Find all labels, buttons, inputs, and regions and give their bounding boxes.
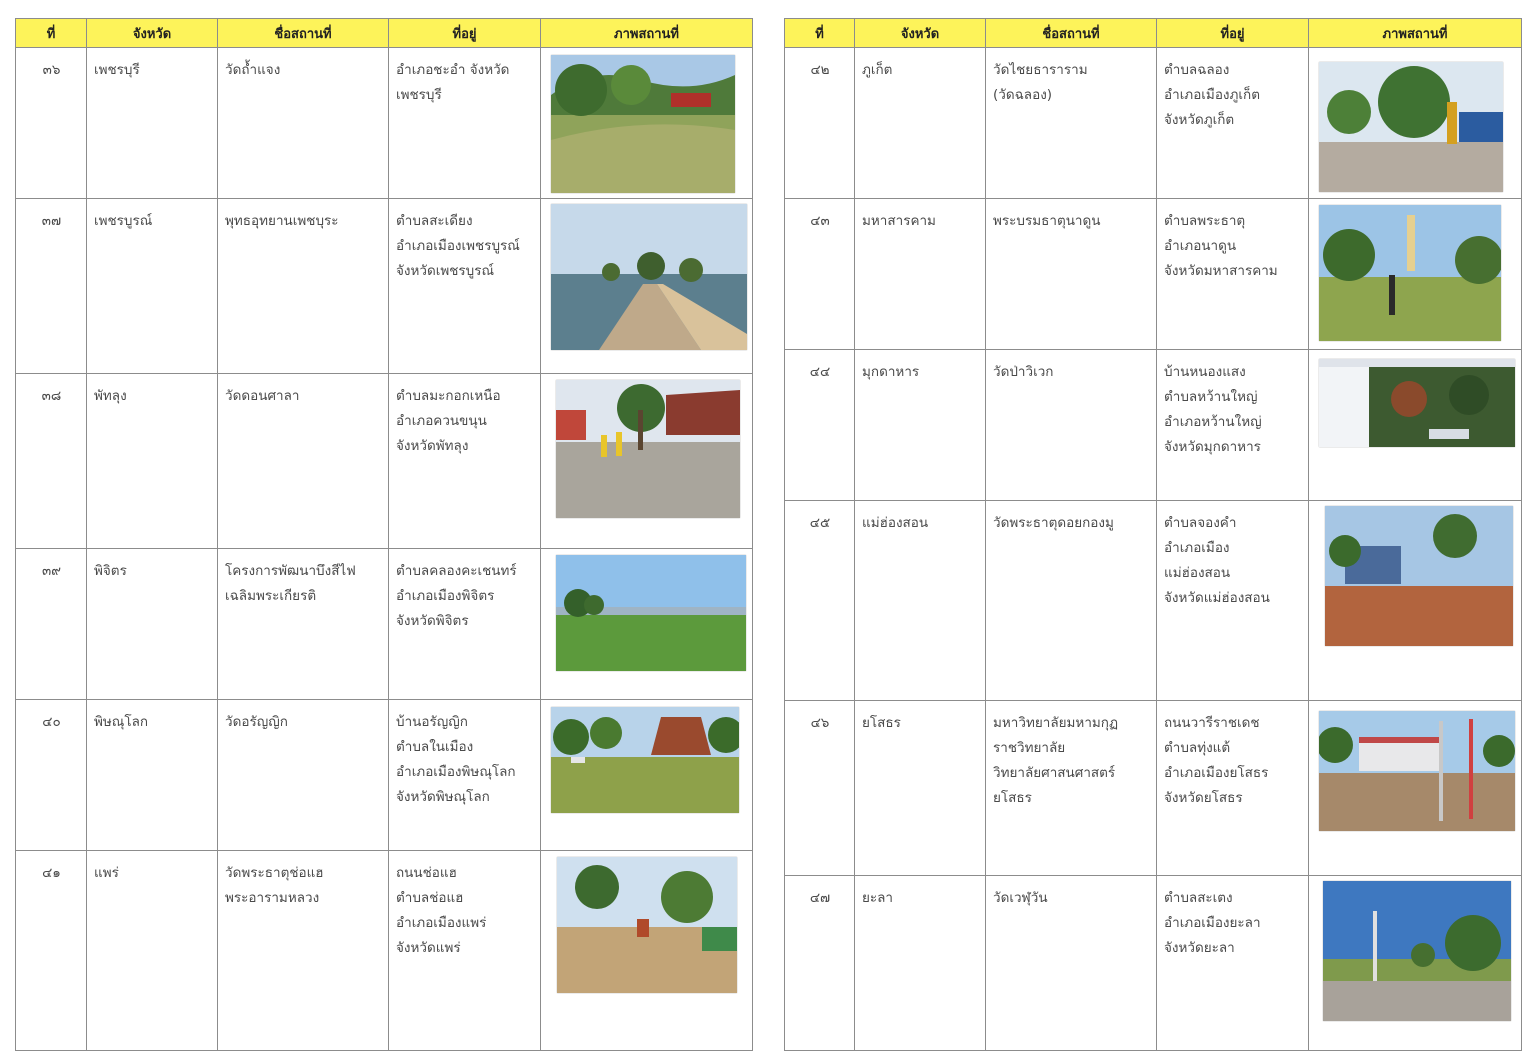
- row-place-name: วัดเวฬุวัน: [986, 876, 1157, 1051]
- row-province: แม่ฮ่องสอน: [855, 501, 986, 701]
- row-photo-cell: [541, 199, 753, 374]
- site-photo: [551, 204, 747, 350]
- row-number: ๓๖: [16, 48, 87, 199]
- row-number: ๔๑: [16, 851, 87, 1051]
- row-number: ๔๒: [785, 48, 855, 199]
- row-place-name: โครงการพัฒนาบึงสีไฟ เฉลิมพระเกียรติ: [218, 549, 389, 700]
- table-row: [785, 876, 1522, 1051]
- row-place-name: พระบรมธาตุนาดูน: [986, 199, 1157, 350]
- header-photo: ภาพสถานที่: [1309, 19, 1522, 48]
- header-row: [16, 19, 753, 48]
- row-place-name: วัดพระธาตุดอยกองมู: [986, 501, 1157, 701]
- table-row: [16, 374, 753, 549]
- row-photo-cell: [541, 851, 753, 1051]
- row-photo-cell: [541, 700, 753, 851]
- row-photo-cell: [541, 374, 753, 549]
- row-province: ภูเก็ต: [855, 48, 986, 199]
- site-photo: [1319, 711, 1515, 831]
- site-photo: [1325, 506, 1513, 646]
- row-province: เพชรบุรี: [87, 48, 218, 199]
- header-address: ที่อยู่: [389, 19, 541, 48]
- site-photo: [551, 55, 735, 193]
- site-photo: [1319, 359, 1515, 447]
- row-number: ๓๙: [16, 549, 87, 700]
- row-number: ๔๖: [785, 701, 855, 876]
- row-address: ตำบลฉลอง อำเภอเมืองภูเก็ต จังหวัดภูเก็ต: [1157, 48, 1309, 199]
- header-place-name: ชื่อสถานที่: [986, 19, 1157, 48]
- header-address: ที่อยู่: [1157, 19, 1309, 48]
- table-row: [785, 48, 1522, 199]
- row-province: เพชรบูรณ์: [87, 199, 218, 374]
- site-photo: [551, 707, 739, 813]
- row-province: พัทลุง: [87, 374, 218, 549]
- row-number: ๔๗: [785, 876, 855, 1051]
- row-address: ตำบลมะกอกเหนือ อำเภอควนขนุน จังหวัดพัทลุง: [389, 374, 541, 549]
- row-photo-cell: [541, 549, 753, 700]
- row-place-name: มหาวิทยาลัยมหามกุฏ ราชวิทยาลัย วิทยาลัยศาสนศาสตร์ ยโสธร: [986, 701, 1157, 876]
- site-photo: [556, 555, 746, 671]
- site-photo: [557, 857, 737, 993]
- row-address: ตำบลพระธาตุ อำเภอนาดูน จังหวัดมหาสารคาม: [1157, 199, 1309, 350]
- row-number: ๓๘: [16, 374, 87, 549]
- row-photo-cell: [1309, 48, 1522, 199]
- header-place-name: ชื่อสถานที่: [218, 19, 389, 48]
- row-number: ๔๕: [785, 501, 855, 701]
- table-row: [785, 501, 1522, 701]
- row-place-name: วัดไชยธาราราม (วัดฉลอง): [986, 48, 1157, 199]
- table-row: [785, 199, 1522, 350]
- row-photo-cell: [1309, 199, 1522, 350]
- row-number: ๔๓: [785, 199, 855, 350]
- row-photo-cell: [1309, 501, 1522, 701]
- site-photo: [1319, 205, 1501, 341]
- table-row: [16, 48, 753, 199]
- row-province: ยะลา: [855, 876, 986, 1051]
- row-province: ยโสธร: [855, 701, 986, 876]
- row-address: บ้านหนองแสง ตำบลหว้านใหญ่ อำเภอหว้านใหญ่ จังหวัดมุกดาหาร: [1157, 350, 1309, 501]
- row-photo-cell: [1309, 350, 1522, 501]
- header-photo: ภาพสถานที่: [541, 19, 753, 48]
- site-photo: [556, 380, 740, 518]
- left-site-table: [15, 18, 753, 1051]
- row-place-name: วัดพระธาตุช่อแฮ พระอารามหลวง: [218, 851, 389, 1051]
- header-no: ที่: [785, 19, 855, 48]
- row-address: บ้านอรัญญิก ตำบลในเมือง อำเภอเมืองพิษณุโลก จังหวัดพิษณุโลก: [389, 700, 541, 851]
- row-photo-cell: [1309, 701, 1522, 876]
- row-province: มหาสารคาม: [855, 199, 986, 350]
- row-address: ถนนช่อแฮ ตำบลช่อแฮ อำเภอเมืองแพร่ จังหวัดแพร่: [389, 851, 541, 1051]
- table-row: [16, 549, 753, 700]
- header-row: [785, 19, 1522, 48]
- row-place-name: วัดดอนศาลา: [218, 374, 389, 549]
- table-row: [785, 701, 1522, 876]
- row-number: ๔๔: [785, 350, 855, 501]
- site-photo: [1319, 62, 1503, 192]
- header-province: จังหวัด: [855, 19, 986, 48]
- row-number: ๔๐: [16, 700, 87, 851]
- row-address: ตำบลสะเดียง อำเภอเมืองเพชรบูรณ์ จังหวัดเพชรบูรณ์: [389, 199, 541, 374]
- right-site-table: [784, 18, 1522, 1051]
- row-province: พิษณุโลก: [87, 700, 218, 851]
- table-row: [16, 199, 753, 374]
- row-address: ถนนวารีราชเดช ตำบลทุ่งแต้ อำเภอเมืองยโสธร จังหวัดยโสธร: [1157, 701, 1309, 876]
- header-province: จังหวัด: [87, 19, 218, 48]
- row-place-name: วัดอรัญญิก: [218, 700, 389, 851]
- row-province: พิจิตร: [87, 549, 218, 700]
- row-place-name: พุทธอุทยานเพชบุระ: [218, 199, 389, 374]
- row-address: ตำบลจองคำ อำเภอเมือง แม่ฮ่องสอน จังหวัดแม่ฮ่องสอน: [1157, 501, 1309, 701]
- row-address: ตำบลสะเตง อำเภอเมืองยะลา จังหวัดยะลา: [1157, 876, 1309, 1051]
- row-place-name: วัดป่าวิเวก: [986, 350, 1157, 501]
- row-address: อำเภอชะอำ จังหวัด เพชรบุรี: [389, 48, 541, 199]
- row-place-name: วัดถ้ำแจง: [218, 48, 389, 199]
- row-photo-cell: [1309, 876, 1522, 1051]
- row-province: แพร่: [87, 851, 218, 1051]
- table-row: [785, 350, 1522, 501]
- row-address: ตำบลคลองคะเชนทร์ อำเภอเมืองพิจิตร จังหวัดพิจิตร: [389, 549, 541, 700]
- site-photo: [1323, 881, 1511, 1021]
- table-row: [16, 851, 753, 1051]
- row-photo-cell: [541, 48, 753, 199]
- row-number: ๓๗: [16, 199, 87, 374]
- row-province: มุกดาหาร: [855, 350, 986, 501]
- header-no: ที่: [16, 19, 87, 48]
- table-row: [16, 700, 753, 851]
